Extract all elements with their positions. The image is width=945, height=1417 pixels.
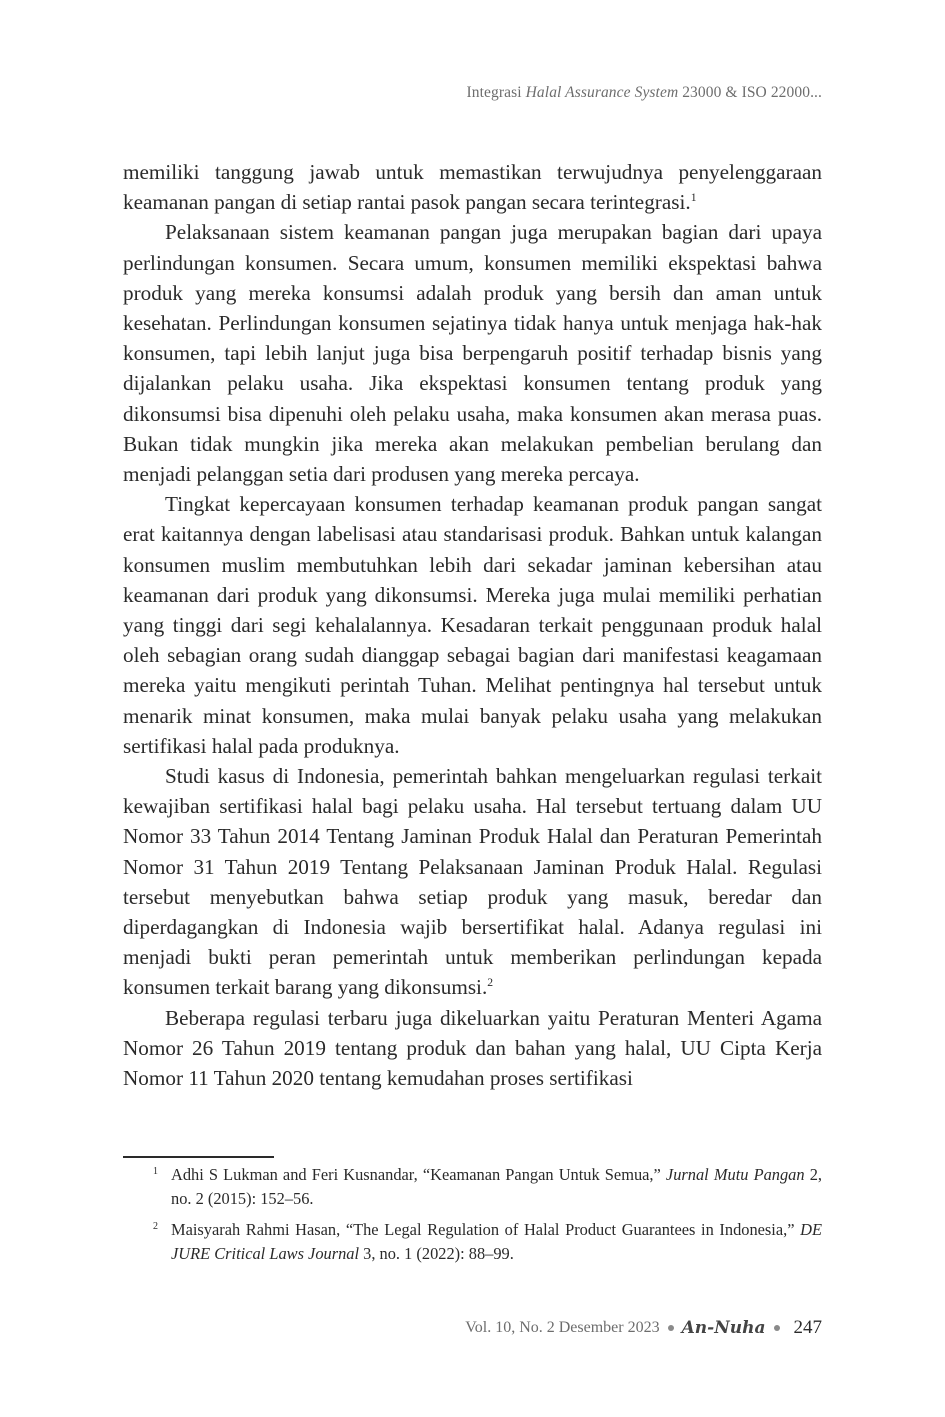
footer-issue: Vol. 10, No. 2 Desember 2023 xyxy=(465,1319,660,1336)
page-number: 247 xyxy=(793,1317,822,1338)
footnote-citation: 3, no. 1 (2022): 88–99. xyxy=(359,1243,514,1263)
paragraph-text: memiliki tanggung jawab untuk memastikan terwujudnya penyelenggaraan keamanan pangan di setiap rantai pasok pangan secara terintegrasi. xyxy=(123,160,822,215)
footnote-1 xyxy=(123,1163,822,1210)
body-text xyxy=(123,157,822,1093)
footnote-number: 1 xyxy=(153,1166,158,1177)
paragraph-text: Tingkat kepercayaan konsumen terhadap keamanan produk pangan sangat erat kaitannya dengan labelisasi atau standarisasi produk. Bahkan untuk kalangan konsumen muslim membutuhkan lebih dari sekadar jaminan kebersihan atau keamanan dari produk yang dikonsumsi. Mereka juga mulai memiliki perhatian yang tinggi dari segi kehalalannya. Kesadaran terkait penggunaan produk halal oleh sebagian orang sudah dianggap sebagai bagian dari manifestasi keagamaan mereka yaitu mengikuti perintah Tuhan. Melihat pentingnya hal tersebut untuk menarik minat konsumen, maka mulai banyak pelaku usaha yang melakukan sertifikasi halal pada produknya. xyxy=(123,492,822,758)
footnote-number: 2 xyxy=(153,1221,158,1232)
paragraph-text: Beberapa regulasi terbaru juga dikeluarkan yaitu Peraturan Menteri Agama Nomor 26 Tahun 2019 tentang produk dan bahan yang halal, UU Cipta Kerja Nomor 11 Tahun 2020 tentang kemudahan proses sertifikasi xyxy=(123,1005,822,1091)
paragraph-text: Pelaksanaan sistem keamanan pangan juga merupakan bagian dari upaya perlindungan konsumen. Secara umum, konsumen memiliki ekspektasi bahwa produk yang mereka konsumsi adalah produk yang bersih dan aman untuk kesehatan. Perlindungan konsumen sejatinya tidak hanya untuk menjaga hak-hak konsumen, tapi lebih lanjut juga bisa berpengaruh positif terhadap bisnis yang dijalankan pelaku usaha. Jika ekspektasi konsumen tentang produk yang dikonsumsi bisa dipenuhi oleh pelaku usaha, maka konsumen akan merasa puas. Bukan tidak mungkin jika mereka akan melakukan pembelian berulang dan menjadi pelanggan setia dari produsen yang mereka percaya. xyxy=(123,220,822,487)
footnote-divider xyxy=(123,1156,274,1158)
footnote-text: Adhi S Lukman and Feri Kusnandar, “Keamanan Pangan Untuk Semua,” xyxy=(171,1165,666,1184)
paragraph-text: Studi kasus di Indonesia, pemerintah bahkan mengeluarkan regulasi terkait kewajiban sertifikasi halal bagi pelaku usaha. Hal tersebut tertuang dalam UU Nomor 33 Tahun 2014 Tentang Jaminan Produk Halal dan Peraturan Pemerintah Nomor 31 Tahun 2019 Tentang Pelaksanaan Jaminan Produk Halal. Regulasi tersebut menyebutkan bahwa setiap produk yang masuk, beredar dan diperdagangkan di Indonesia wajib bersertifikat halal. Adanya regulasi ini menjadi bukti peran pemerintah untuk memberikan perlindungan kepada konsumen terkait barang yang dikonsumsi. xyxy=(123,764,822,1000)
bullet-dot-icon xyxy=(774,1325,780,1331)
paragraph-1 xyxy=(123,157,822,217)
footnote-text: Maisyarah Rahmi Hasan, “The Legal Regulation of Halal Product Guarantees in Indonesia,” xyxy=(171,1220,801,1239)
journal-logo: An-Nuha xyxy=(681,1318,766,1338)
paragraph-5 xyxy=(123,1003,822,1094)
footnote-journal-title: Jurnal Mutu Pangan xyxy=(665,1165,805,1184)
running-header-prefix: Integrasi xyxy=(466,84,526,101)
paragraph-3 xyxy=(123,489,822,761)
footnote-ref-1[interactable]: 1 xyxy=(690,191,697,205)
footnote-ref-2[interactable]: 2 xyxy=(487,976,494,990)
bullet-dot-icon xyxy=(668,1325,674,1331)
running-header xyxy=(467,84,822,102)
footnote-citation: 2, no. 2 (2015): 152–56. xyxy=(171,1165,823,1208)
paragraph-4 xyxy=(123,761,822,1003)
page-footer xyxy=(465,1317,822,1339)
footnote-2 xyxy=(123,1218,822,1265)
running-header-italic: Halal Assurance System xyxy=(525,84,679,101)
footnote-journal-title: DE JURE Critical Laws Journal xyxy=(171,1220,822,1263)
footnotes xyxy=(123,1163,822,1273)
paragraph-2 xyxy=(123,217,822,489)
running-header-suffix: 23000 & ISO 22000... xyxy=(678,84,822,101)
